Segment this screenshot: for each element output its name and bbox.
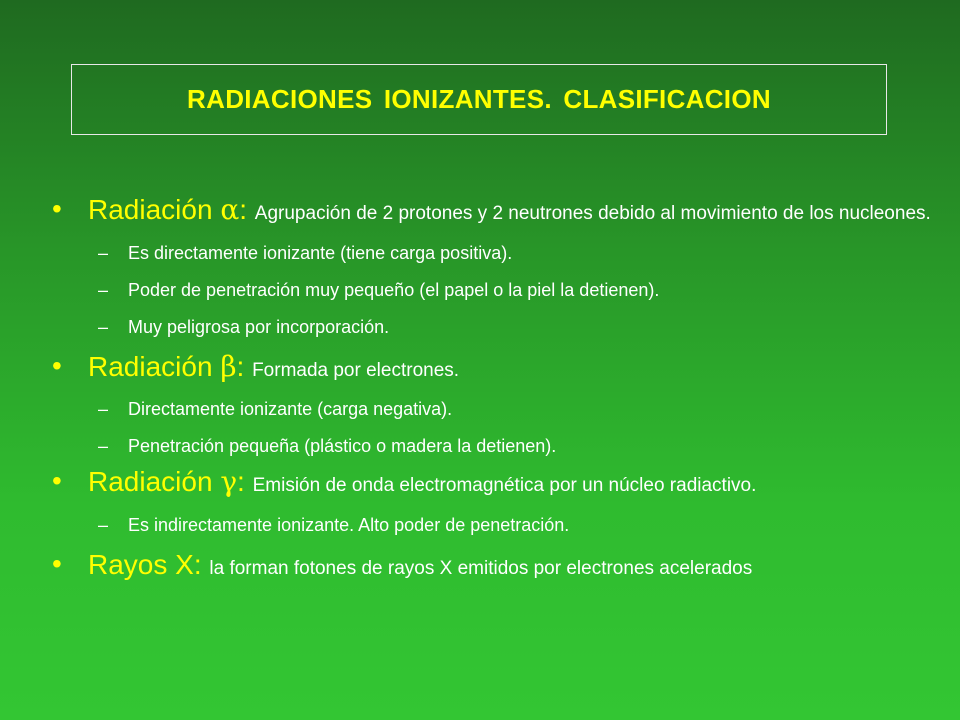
dash-icon: – (98, 316, 109, 337)
sub-item (52, 434, 932, 458)
bullet-list (52, 190, 932, 585)
bullet-dot-icon: • (52, 349, 62, 381)
bullet-heading: Radiación (88, 466, 221, 498)
dash-icon: – (98, 279, 109, 300)
sub-item (52, 315, 932, 339)
bullet-text: Agrupación de 2 protones y 2 neutrones debido al movimiento de los nucleones. (254, 203, 931, 224)
bullet-heading: Radiación (88, 194, 221, 225)
greek-symbol-gamma: γ (220, 465, 238, 499)
dash-icon: – (98, 436, 109, 457)
bullet-dot-icon: • (52, 547, 62, 579)
sub-item (52, 513, 932, 537)
slide-title: RADIACIONES IONIZANTES. CLASIFICACION (187, 84, 771, 114)
bullet-colon: : (239, 194, 255, 225)
sub-item-text: Penetración pequeña (plástico o madera la detienen). (128, 436, 557, 457)
sub-item (52, 397, 932, 421)
sub-item-text: Directamente ionizante (carga negativa). (128, 399, 453, 420)
bullet-heading: Radiación (88, 350, 221, 382)
sub-item-text: Es directamente ionizante (tiene carga positiva). (128, 242, 513, 263)
title-box (71, 64, 887, 135)
bullet-heading: Rayos X (88, 548, 194, 580)
greek-symbol-beta: β (220, 349, 237, 383)
bullet-gamma (52, 462, 932, 503)
sub-item-text: Es indirectamente ionizante. Alto poder de penetración. (128, 514, 570, 535)
bullet-text: Formada por electrones. (252, 359, 460, 381)
dash-icon: – (98, 399, 109, 420)
bullet-dot-icon: • (52, 193, 62, 224)
bullet-text: la forman fotones de rayos X emitidos por electrones acelerados (209, 557, 753, 579)
bullet-colon: : (236, 350, 253, 382)
sub-item (52, 241, 932, 265)
bullet-colon: : (237, 466, 253, 498)
bullet-xrays (52, 545, 932, 586)
bullet-beta (52, 347, 932, 388)
sub-item-text: Muy peligrosa por incorporación. (128, 316, 390, 337)
dash-icon: – (98, 242, 109, 263)
bullet-alpha (52, 190, 932, 231)
sub-item-text: Poder de penetración muy pequeño (el papel o la piel la detienen). (128, 279, 660, 300)
dash-icon: – (98, 514, 109, 535)
bullet-dot-icon: • (52, 465, 62, 497)
greek-symbol-alpha: α (220, 193, 240, 226)
sub-item (52, 278, 932, 302)
bullet-text: Emisión de onda electromagnética por un núcleo radiactivo. (252, 475, 757, 497)
bullet-colon: : (193, 548, 210, 580)
